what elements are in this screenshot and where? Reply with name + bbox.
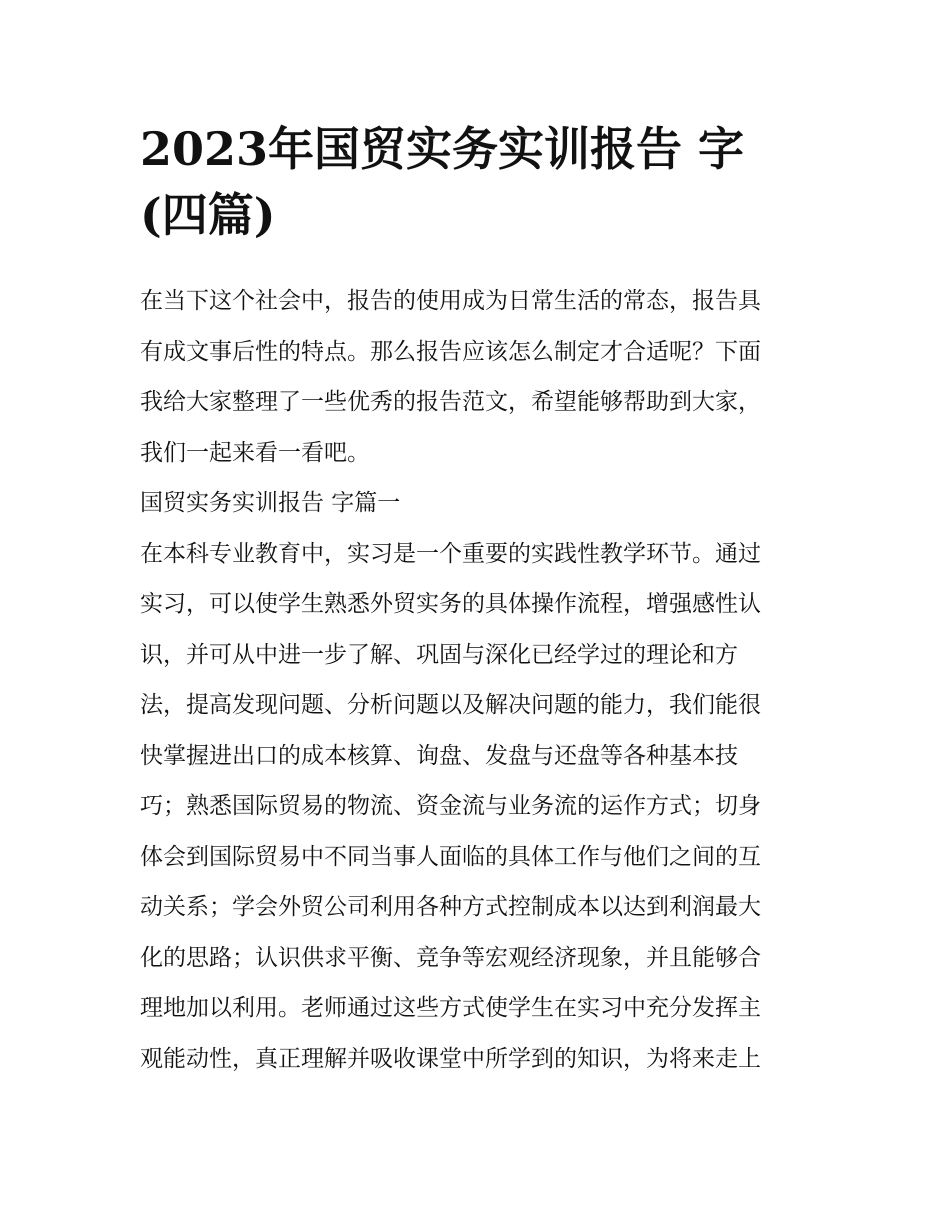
title-line: (四篇) [140,188,276,242]
intro-line: 我们一起来看一看吧。 [140,439,370,466]
section-line: 巧；熟悉国际贸易的物流、资金流与业务流的运作方式；切身 [140,793,761,819]
section-line: 法，提高发现问题、分析问题以及解决问题的能力，我们能很 [140,692,761,718]
document-body [140,276,820,1084]
section-heading: 国贸实务实训报告 字篇一 [140,490,401,516]
intro-line: 我给大家整理了一些优秀的报告范文，希望能够帮助到大家， [140,389,761,415]
section-line: 动关系；学会外贸公司利用各种方式控制成本以达到利润最大 [140,894,761,920]
section-line: 快掌握进出口的成本核算、询盘、发盘与还盘等各种基本技 [140,742,738,769]
title-line: 2023年国贸实务实训报告 字 [140,122,745,176]
section-line: 体会到国际贸易中不同当事人面临的具体工作与他们之间的互 [140,843,761,870]
section-line: 在本科专业教育中，实习是一个重要的实践性教学环节。通过 [140,540,761,567]
section-line: 识，并可从中进一步了解、巩固与深化已经学过的理论和方 [140,641,738,668]
section-line: 化的思路；认识供求平衡、竞争等宏观经济现象，并且能够合 [140,944,761,971]
intro-line: 有成文事后性的特点。那么报告应该怎么制定才合适呢？下面 [140,338,761,365]
intro-line: 在当下这个社会中，报告的使用成为日常生活的常态，报告具 [140,288,761,314]
section-line: 观能动性，真正理解并吸收课堂中所学到的知识，为将来走上 [140,1045,761,1072]
section-line: 实习，可以使学生熟悉外贸实务的具体操作流程，增强感性认 [140,591,761,617]
document-title [140,116,820,248]
section-line: 理地加以利用。老师通过这些方式使学生在实习中充分发挥主 [140,995,761,1021]
